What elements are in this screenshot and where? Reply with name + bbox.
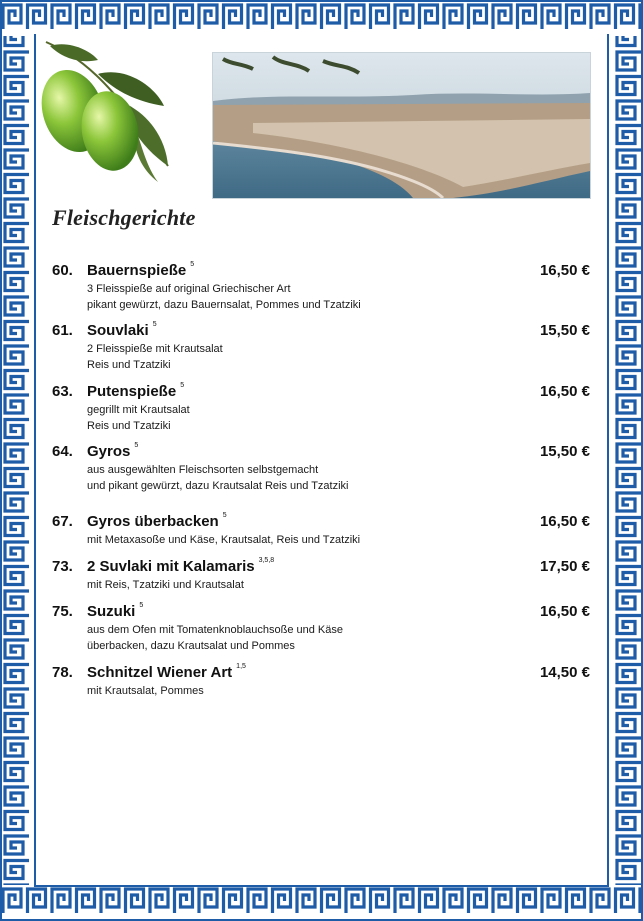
item-number: 73. (52, 558, 73, 575)
item-price: 14,50 € (539, 664, 590, 681)
item-name-text: Gyros überbacken (87, 513, 219, 530)
allergen-note: 5 (190, 261, 195, 268)
item-name (87, 322, 157, 339)
item-name-text: Gyros (87, 443, 131, 460)
item-description (87, 683, 204, 699)
item-name (87, 558, 274, 575)
section-title: Fleischgerichte (52, 205, 196, 230)
item-price: 16,50 € (539, 513, 590, 530)
description-line: 3 Fleisspieße auf original Griechischer Art (87, 283, 291, 295)
item-name-text: 2 Suvlaki mit Kalamaris (87, 558, 255, 575)
item-price: 16,50 € (539, 603, 590, 620)
allergen-note: 3,5,8 (258, 557, 275, 564)
item-name-text: Suzuki (87, 603, 136, 620)
item-name-text: Schnitzel Wiener Art (87, 664, 233, 681)
item-description (87, 341, 223, 373)
olive-branch-illustration (38, 36, 178, 186)
item-name (87, 383, 184, 400)
allergen-note: 1,5 (236, 663, 246, 670)
item-price: 17,50 € (539, 558, 590, 575)
item-description (87, 402, 190, 434)
item-number: 64. (52, 443, 73, 460)
item-name (87, 443, 138, 460)
description-line: pikant gewürzt, dazu Bauernsalat, Pommes und Tzatziki (87, 299, 361, 311)
item-number: 75. (52, 603, 73, 620)
item-number: 63. (52, 383, 73, 400)
item-name (87, 513, 227, 530)
description-line: überbacken, dazu Krautsalat und Pommes (87, 640, 295, 652)
item-name (87, 664, 246, 681)
allergen-note: 5 (180, 382, 185, 389)
description-line: gegrillt mit Krautsalat (87, 404, 190, 416)
description-line: 2 Fleisspieße mit Krautsalat (87, 343, 223, 355)
item-name (87, 603, 143, 620)
item-price: 16,50 € (539, 262, 590, 279)
item-number: 67. (52, 513, 73, 530)
description-line: aus ausgewählten Fleischsorten selbstgemacht (87, 464, 319, 476)
description-line: mit Reis, Tzatziki und Krautsalat (87, 579, 244, 591)
item-description (87, 462, 349, 494)
item-name-text: Bauernspieße (87, 262, 187, 279)
item-description (87, 577, 244, 593)
item-price: 15,50 € (539, 443, 590, 460)
harbor-city-photo (212, 52, 591, 199)
item-description (87, 622, 343, 654)
description-line: mit Krautsalat, Pommes (87, 685, 204, 697)
item-name (87, 262, 194, 279)
description-line: mit Metaxasoße und Käse, Krautsalat, Reis und Tzatziki (87, 534, 361, 546)
item-number: 78. (52, 664, 73, 681)
allergen-note: 5 (134, 442, 139, 449)
allergen-note: 5 (152, 321, 157, 328)
description-line: aus dem Ofen mit Tomatenknoblauchsoße und Käse (87, 624, 344, 636)
description-line: und pikant gewürzt, dazu Krautsalat Reis und Tzatziki (87, 480, 349, 492)
description-line: Reis und Tzatziki (87, 359, 171, 371)
item-name-text: Souvlaki (87, 322, 149, 339)
item-description (87, 532, 360, 548)
item-number: 61. (52, 322, 73, 339)
item-name-text: Putenspieße (87, 383, 177, 400)
item-price: 16,50 € (539, 383, 590, 400)
allergen-note: 5 (139, 602, 144, 609)
allergen-note: 5 (222, 512, 227, 519)
description-line: Reis und Tzatziki (87, 420, 171, 432)
item-price: 15,50 € (539, 322, 590, 339)
item-description (87, 281, 361, 313)
item-number: 60. (52, 262, 73, 279)
